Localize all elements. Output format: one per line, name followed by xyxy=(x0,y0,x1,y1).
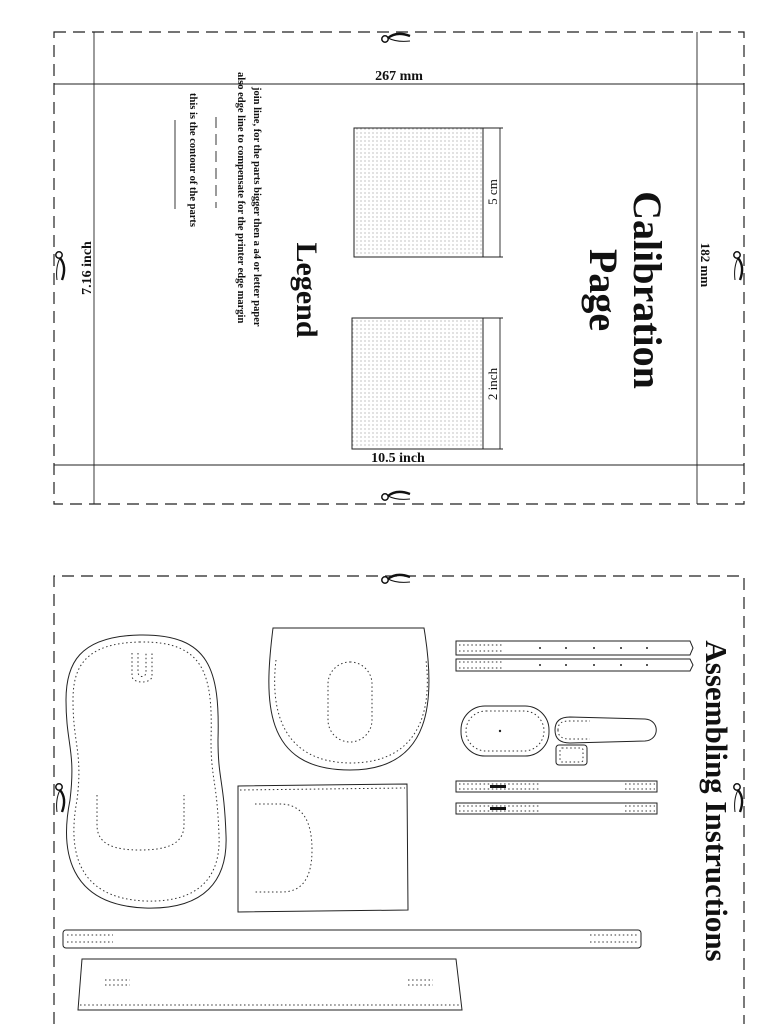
scissors-icon xyxy=(56,252,64,280)
dimension-label-left: 7.16 inch xyxy=(80,241,95,295)
calibration-title xyxy=(581,191,670,389)
scissors-icon xyxy=(382,492,410,500)
calibration-square-inch-label: 2 inch xyxy=(485,367,500,401)
scissors-icon xyxy=(382,34,410,42)
dimension-label-right: 182 mm xyxy=(698,242,713,288)
pattern-piece-tab-holder xyxy=(461,706,656,765)
assembly-page xyxy=(54,575,744,1024)
legend-contour-text: this is the contour of the parts xyxy=(187,93,198,227)
pattern-piece-gusset xyxy=(78,959,462,1010)
scissors-icon xyxy=(56,784,64,812)
legend-heading: Legend xyxy=(290,242,323,338)
calibration-page xyxy=(54,32,744,504)
scissors-icon xyxy=(734,252,742,280)
scissors-icon xyxy=(734,784,742,812)
pattern-strap-long xyxy=(63,930,641,948)
pattern-piece-pocket xyxy=(269,628,429,770)
calibration-square-cm xyxy=(354,128,483,257)
legend-join-line-text-2: also edge line to compensate for the printer edge margin xyxy=(235,72,246,324)
assembly-title: Assembling Instructions xyxy=(699,640,734,962)
calibration-title-line1: Calibration xyxy=(625,191,670,389)
pattern-strap-top xyxy=(456,641,693,655)
legend-join-line-text-1: join line, for the parts bigger then a a4 or letter paper xyxy=(251,87,262,327)
calibration-title-line2: Page xyxy=(581,248,626,332)
calibration-square-inch xyxy=(352,318,483,449)
dimension-label-bottom: 10.5 inch xyxy=(371,451,425,466)
pattern-piece-large-flap xyxy=(66,635,226,908)
scissors-icon xyxy=(382,575,410,583)
pattern-strap-buckle-1 xyxy=(456,781,657,792)
pattern-piece-panel xyxy=(238,784,408,912)
calibration-square-cm-label: 5 cm xyxy=(485,179,500,205)
pattern-strap-second xyxy=(456,659,693,671)
pattern-strap-buckle-2 xyxy=(456,803,657,814)
assembly-page-border xyxy=(54,576,744,1024)
dimension-label-top: 267 mm xyxy=(375,69,423,84)
